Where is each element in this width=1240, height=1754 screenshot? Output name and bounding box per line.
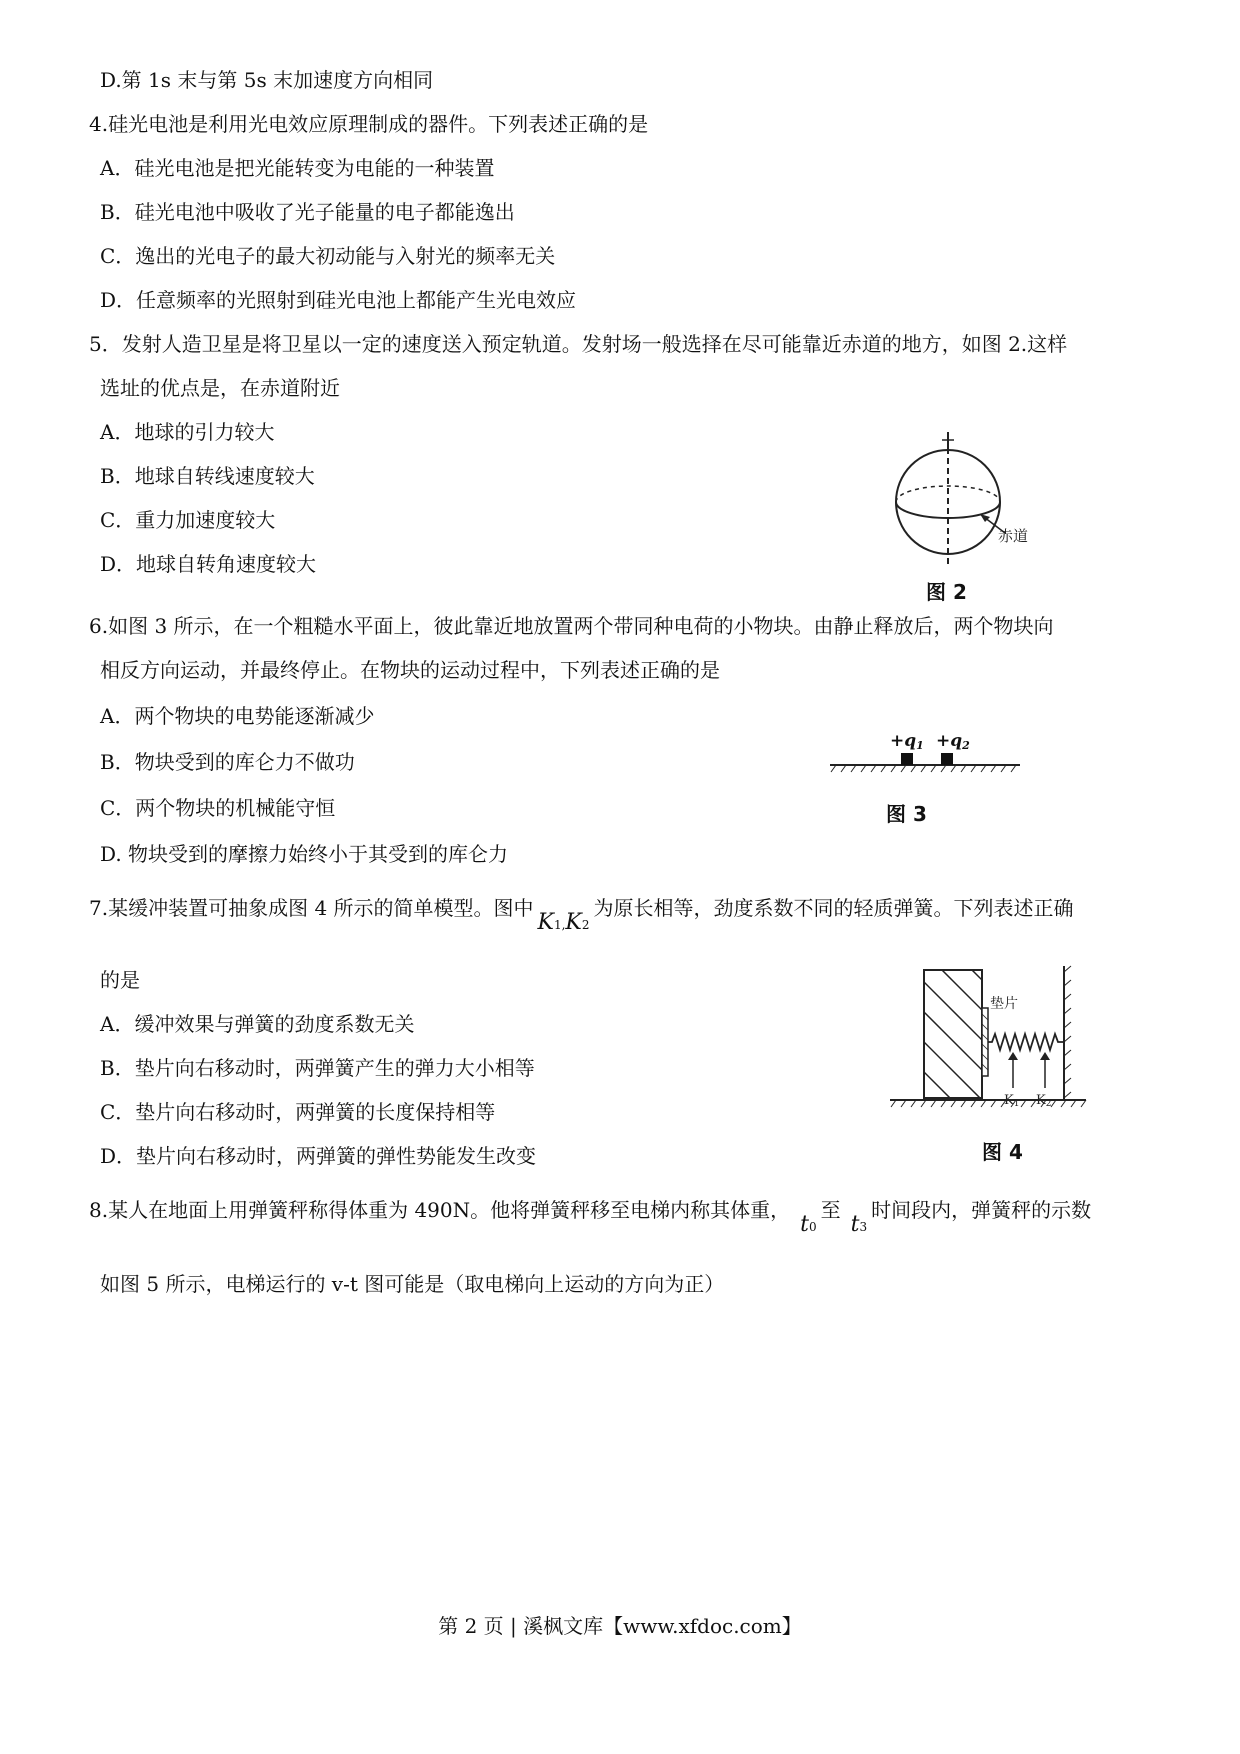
charge-1-label: +q: [890, 731, 917, 751]
pad: [982, 1008, 988, 1076]
equator-label: 赤道: [998, 527, 1029, 545]
q7-stem-pre: 7.某缓冲装置可抽象成图 4 所示的简单模型。图中: [89, 896, 534, 920]
q5-stem-line1: 5．发射人造卫星是将卫星以一定的速度送入预定轨道。发射场一般选择在尽可能靠近赤道的地方，如图 2.这样: [89, 332, 1068, 356]
q7-stem-line2: 的是: [100, 968, 140, 992]
k2-fig-sub: 2: [1045, 1099, 1052, 1109]
q7-k-symbols: [538, 908, 590, 939]
figure-4: [890, 958, 1090, 1164]
q5-option-d: D．地球自转角速度较大: [100, 552, 317, 576]
springs: [988, 1034, 1064, 1050]
q7-option-c: C．垫片向右移动时，两弹簧的长度保持相等: [100, 1100, 496, 1124]
k1-fig-label: K: [1004, 1093, 1014, 1108]
k2-symbol: K: [565, 910, 582, 935]
q3-option-d: D.第 1s 末与第 5s 末加速度方向相同: [100, 68, 434, 92]
charge-2-label: +q: [936, 731, 963, 751]
k1-symbol: K: [537, 910, 554, 935]
k1-fig-sub: 1: [1013, 1099, 1020, 1109]
page-footer: 第 2 页 | 溪枫文库【www.xfdoc.com】: [438, 1614, 802, 1638]
q7-option-a: A．缓冲效果与弹簧的劲度系数无关: [100, 1012, 415, 1036]
q7-option-d: D．垫片向右移动时，两弹簧的弹性势能发生改变: [100, 1144, 537, 1168]
figure-2: [880, 438, 1050, 608]
spring-buffer-diagram: [890, 958, 1090, 1118]
q8-stem-line1: [89, 1196, 1092, 1237]
block-1: [901, 753, 913, 765]
figure-3: [830, 728, 1030, 826]
q6-stem-line2: 相反方向运动，并最终停止。在物块的运动过程中，下列表述正确的是: [100, 658, 720, 682]
q6-option-a: A．两个物块的电势能逐渐减少: [100, 704, 375, 728]
buffer-block: [924, 970, 982, 1098]
svg-text:+q2: [936, 731, 970, 752]
q5-option-a: A．地球的引力较大: [100, 420, 275, 444]
q4-option-c: C．逸出的光电子的最大初动能与入射光的频率无关: [100, 244, 556, 268]
q8-mid: 至: [820, 1198, 841, 1222]
t3-symbol: t: [850, 1212, 860, 1237]
t3-subscript: 3: [859, 1220, 868, 1234]
q5-stem-line2: 选址的优点是，在赤道附近: [100, 376, 340, 400]
k2-subscript: 2: [581, 918, 590, 932]
figure-4-caption: 图 4: [982, 1140, 1023, 1164]
q6-option-c: C．两个物块的机械能守恒: [100, 796, 336, 820]
q8-stem-pre: 8.某人在地面上用弹簧秤称得体重为 490N。他将弹簧秤移至电梯内称其体重，: [89, 1198, 791, 1222]
q8-stem-line2: 如图 5 所示，电梯运行的 v-t 图可能是（取电梯向上运动的方向为正）: [100, 1272, 725, 1296]
k1-subscript: 1,: [553, 918, 566, 932]
svg-text:K1: [1004, 1093, 1019, 1109]
q4-option-a: A．硅光电池是把光能转变为电能的一种装置: [100, 156, 495, 180]
svg-text:+q1: [890, 731, 924, 752]
block-2: [941, 753, 953, 765]
q8-stem-post: 时间段内，弹簧秤的示数: [871, 1198, 1092, 1222]
q4-option-d: D．任意频率的光照射到硅光电池上都能产生光电效应: [100, 288, 577, 312]
q7-option-b: B．垫片向右移动时，两弹簧产生的弹力大小相等: [100, 1056, 535, 1080]
q7-stem-line1: [89, 894, 1074, 935]
q5-option-c: C．重力加速度较大: [100, 508, 276, 532]
q5-option-b: B．地球自转线速度较大: [100, 464, 315, 488]
pad-label: 垫片: [990, 996, 1018, 1012]
charge-1-sub: 1: [916, 739, 924, 752]
q6-stem-line1: 6.如图 3 所示，在一个粗糙水平面上，彼此靠近地放置两个带同种电荷的小物块。由静止释放后，两个物块向: [89, 614, 1054, 638]
t3-symbol-group: [851, 1210, 867, 1241]
figure-3-caption: 图 3: [886, 802, 927, 826]
svg-text:K2: [1036, 1093, 1051, 1109]
t0-subscript: 0: [808, 1220, 817, 1234]
q7-stem-post: 为原长相等，劲度系数不同的轻质弹簧。下列表述正确: [593, 896, 1074, 920]
charge-2-sub: 2: [962, 739, 970, 752]
q4-stem: 4.硅光电池是利用光电效应原理制成的器件。下列表述正确的是: [89, 112, 649, 136]
t0-symbol-group: [800, 1210, 816, 1241]
q4-option-b: B．硅光电池中吸收了光子能量的电子都能逸出: [100, 200, 515, 224]
k2-fig-label: K: [1036, 1093, 1046, 1108]
q6-option-b: B．物块受到的库仑力不做功: [100, 750, 355, 774]
charges-diagram: [830, 728, 1030, 788]
q6-option-d: D. 物块受到的摩擦力始终小于其受到的库仑力: [100, 842, 509, 866]
figure-2-caption: 图 2: [926, 580, 967, 604]
t0-symbol: t: [800, 1212, 809, 1237]
